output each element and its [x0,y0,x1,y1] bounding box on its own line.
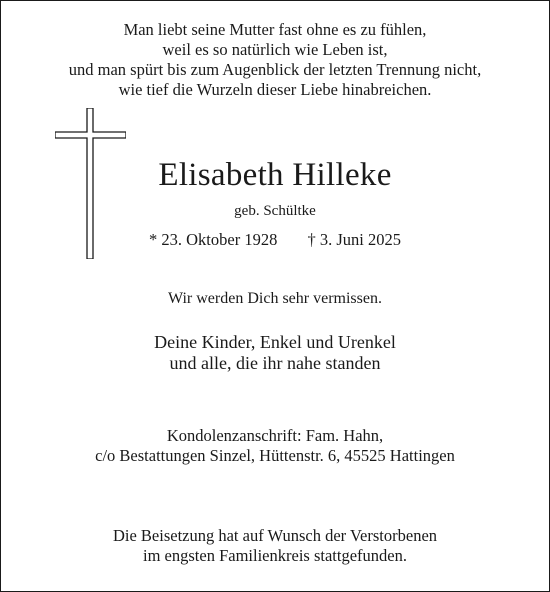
condolence-line: Kondolenzanschrift: Fam. Hahn, [166,426,384,445]
birth-date: * 23. Oktober 1928 [149,230,278,249]
poem-verse [1,20,549,100]
poem-line: und man spürt bis zum Augenblick der letzten Trennung nicht, [68,60,482,79]
mourners-line: und alle, die ihr nahe standen [169,353,381,373]
poem-line: wie tief die Wurzeln dieser Liebe hinabreichen. [118,80,432,99]
burial-line: Die Beisetzung hat auf Wunsch der Verstorbenen [112,526,438,545]
condolence-line: c/o Bestattungen Sinzel, Hüttenstr. 6, 45525 Hattingen [95,446,455,465]
maiden-name: geb. Schültke [234,203,316,219]
mourners [1,332,549,374]
mourners-line: Deine Kinder, Enkel und Urenkel [154,332,396,352]
death-date: † 3. Juni 2025 [307,230,401,249]
farewell-message: Wir werden Dich sehr vermissen. [168,290,382,307]
condolence-address [1,426,549,466]
burial-line: im engsten Familienkreis stattgefunden. [143,546,407,565]
life-dates [1,229,549,251]
poem-line: Man liebt seine Mutter fast ohne es zu fühlen, [123,20,427,39]
poem-line: weil es so natürlich wie Leben ist, [162,40,388,59]
burial-note [1,526,549,566]
deceased-name: Elisabeth Hilleke [158,157,392,193]
